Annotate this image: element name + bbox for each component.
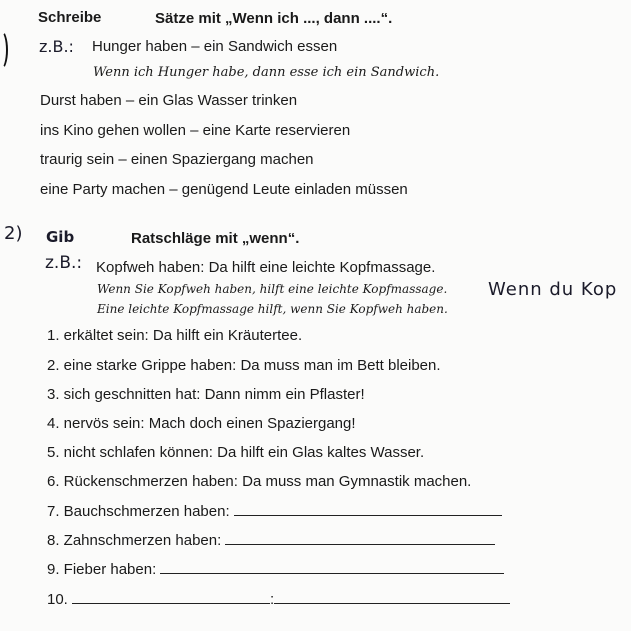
section1-item: eine Party machen – genügend Leute einladen müssen bbox=[40, 181, 408, 198]
answer-blank-line[interactable] bbox=[225, 530, 495, 545]
item-label: 8. Zahnschmerzen haben: bbox=[47, 532, 222, 549]
section2-item: 2. eine starke Grippe haben: Da muss man im Bett bleiben. bbox=[47, 357, 441, 374]
section1-example-marker: z.B.: bbox=[39, 37, 74, 56]
section2-number: 2) bbox=[4, 223, 23, 244]
section2-item-with-blank bbox=[47, 530, 495, 549]
section2-example-answer-1: Wenn Sie Kopfweh haben, hilft eine leichte Kopfmassage. bbox=[97, 282, 448, 296]
section2-item-with-blank bbox=[47, 559, 504, 578]
section1-example-prompt: Hunger haben – ein Sandwich essen bbox=[92, 38, 338, 55]
answer-blank-line[interactable] bbox=[234, 501, 502, 516]
section2-title: Ratschläge mit „wenn“. bbox=[131, 230, 300, 247]
section2-item: 1. erkältet sein: Da hilft ein Kräutertee. bbox=[47, 327, 303, 344]
section2-item: 6. Rückenschmerzen haben: Da muss man Gymnastik machen. bbox=[47, 473, 472, 490]
item-separator: : bbox=[270, 591, 275, 608]
answer-blank-line[interactable] bbox=[72, 589, 270, 604]
section1-item: traurig sein – einen Spaziergang machen bbox=[40, 151, 314, 168]
item-label: 10. bbox=[47, 591, 68, 608]
section2-example-answer-2: Eine leichte Kopfmassage hilft, wenn Sie Kopfweh haben. bbox=[97, 302, 448, 316]
item-label: 7. Bauchschmerzen haben: bbox=[47, 503, 230, 520]
section2-handwritten-answer: Wenn du Kop bbox=[488, 279, 618, 300]
section1-item: Durst haben – ein Glas Wasser trinken bbox=[40, 92, 298, 109]
section2-item: 5. nicht schlafen können: Da hilft ein Glas kaltes Wasser. bbox=[47, 444, 425, 461]
section2-item-with-blank bbox=[47, 589, 510, 608]
item-label: 9. Fieber haben: bbox=[47, 561, 157, 578]
answer-blank-line[interactable] bbox=[274, 589, 510, 604]
section2-item: 4. nervös sein: Mach doch einen Spaziergang! bbox=[47, 415, 356, 432]
section1-title: Sätze mit „Wenn ich ..., dann ....“. bbox=[155, 10, 393, 27]
section1-item: ins Kino gehen wollen – eine Karte reservieren bbox=[40, 122, 351, 139]
section1-example-answer: Wenn ich Hunger habe, dann esse ich ein Sandwich. bbox=[93, 65, 440, 80]
answer-blank-line[interactable] bbox=[160, 559, 504, 574]
margin-bracket-mark bbox=[0, 30, 8, 70]
section2-item: 3. sich geschnitten hat: Dann nimm ein Pflaster! bbox=[47, 386, 365, 403]
section2-title-left: Gib bbox=[46, 228, 75, 246]
section1-title-left: Schreibe bbox=[38, 9, 102, 26]
section2-item-with-blank bbox=[47, 501, 502, 520]
section2-example-prompt: Kopfweh haben: Da hilft eine leichte Kopfmassage. bbox=[96, 259, 436, 276]
section2-example-marker: z.B.: bbox=[45, 253, 83, 273]
